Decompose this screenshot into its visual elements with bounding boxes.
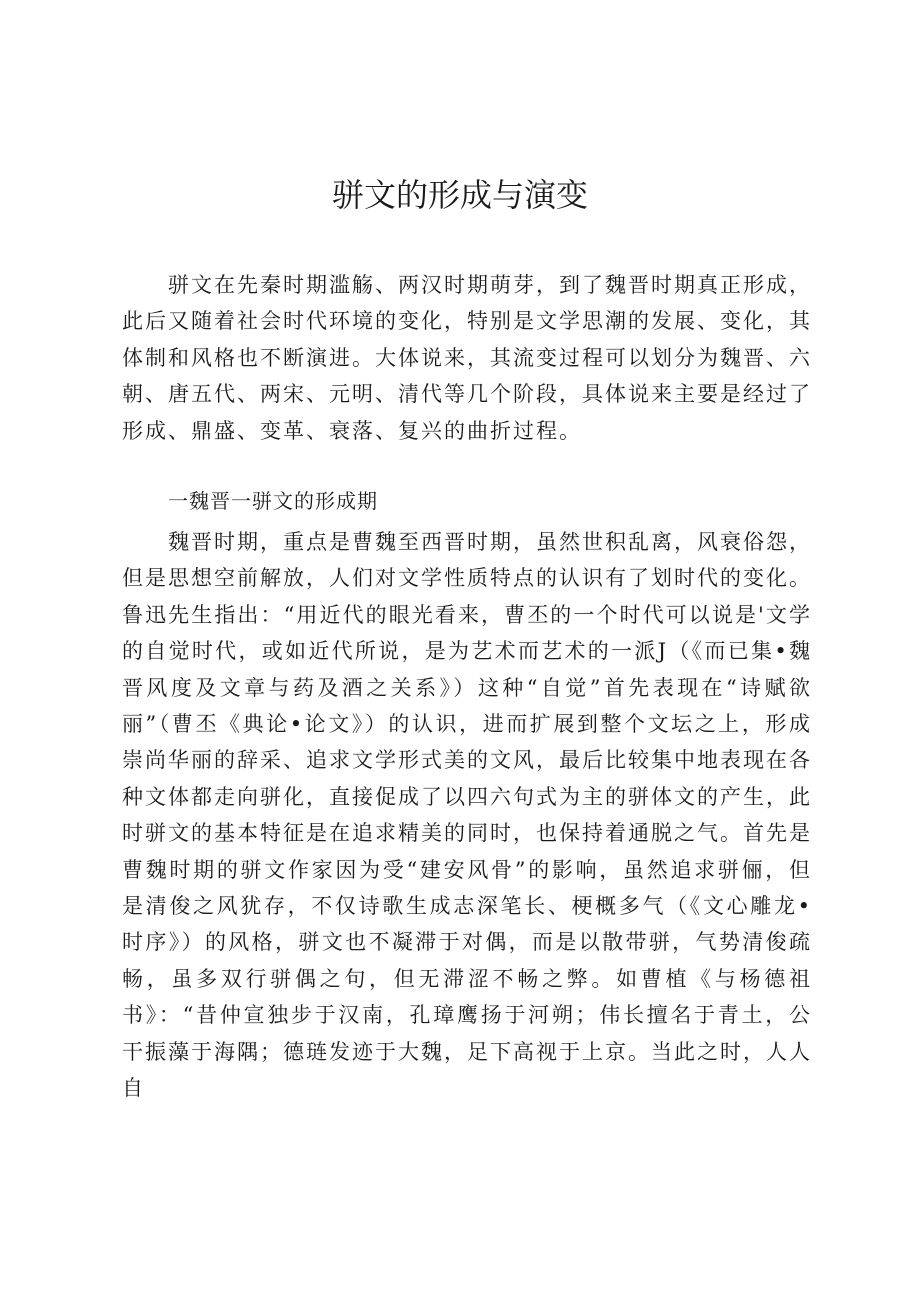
section-paragraph: 魏晋时期，重点是曹魏至西晋时期，虽然世积乱离，风衰俗怨，但是思想空前解放，人们对文学性质特点的认识有了划时代的变化。鲁迅先生指出：“用近代的眼光看来，曹丕的一个时代可以说是'文学的自觉时代，或如近代所说，是为艺术而艺术的一派J（《而已集•魏晋风度及文章与药及酒之关系》）这种“自觉”首先表现在“诗赋欲丽”（曹丕《典论•论文》）的认识，进而扩展到整个文坛之上，形成崇尚华丽的辞采、追求文学形式美的文风，最后比较集中地表现在各种文体都走向骈化，直接促成了以四六句式为主的骈体文的产生，此时骈文的基本特征是在追求精美的同时，也保持着通脱之气。首先是曹魏时期的骈文作家因为受“建安风骨”的影响，虽然追求骈俪，但是清俊之风犹存，不仅诗歌生成志深笔长、梗概多气（《文心雕龙•时序》）的风格，骈文也不凝滞于对偶，而是以散带骈，气势清俊疏畅，虽多双行骈偶之句，但无滞涩不畅之弊。如曹植《与杨德祖书》：“昔仲宣独步于汉南，孔璋鹰扬于河朔；伟长擅名于青土，公干振藻于海隅；德琏发迹于大魏，足下高视于上京。当此之时，人人自: [122, 530, 812, 1101]
document-title: 骈文的形成与演变: [331, 176, 588, 214]
intro-paragraph: 骈文在先秦时期滥觞、两汉时期萌芽，到了魏晋时期真正形成，此后又随着社会时代环境的变化，特别是文学思潮的发展、变化，其体制和风格也不断演进。大体说来，其流变过程可以划分为魏晋、六朝、唐五代、两宋、元明、清代等几个阶段，具体说来主要是经过了形成、鼎盛、变革、衰落、复兴的曲折过程。: [122, 273, 812, 443]
section-heading: 一魏晋一骈文的形成期: [168, 489, 378, 513]
